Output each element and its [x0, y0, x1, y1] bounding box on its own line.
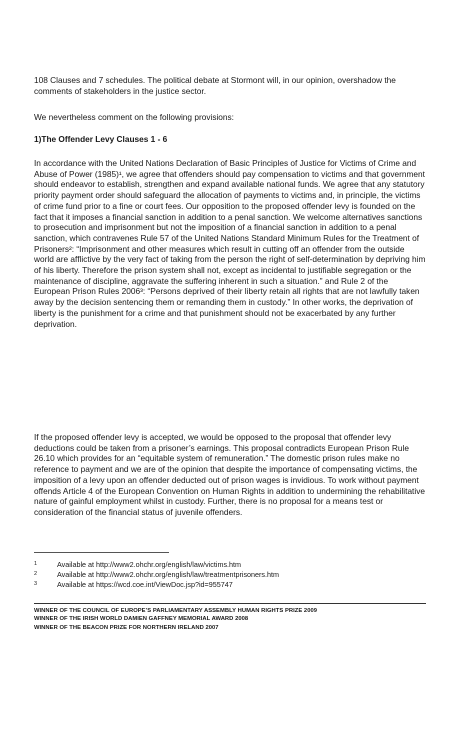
paragraph-prison-earnings: If the proposed offender levy is accepted, we would be opposed to the proposal that offender levy deductions could be taken from a prisoner’s earnings. This proposal contradicts European Prison Rule 26.10 which provides for an “equitable system of remuneration.” The domestic prison rules make no reference to payment and we are of the opinion that despite the importance of compensating victims, the imposition of a levy upon an offender deducted out of prison wages is invidious. To work without payment offends Article 4 of the European Convention on Human Rights in addition to undermining the rehabilitative nature of gainful employment whilst in custody. Further, there is no proposal for a means test or consideration of the financial status of juvenile offenders.: [34, 432, 425, 517]
footnote-item: [34, 570, 426, 580]
award-line: WINNER OF THE IRISH WORLD DAMIEN GAFFNEY MEMORIAL AWARD 2008: [34, 616, 249, 623]
paragraph-continuation: 108 Clauses and 7 schedules. The political debate at Stormont will, in our opinion, overshadow the comments of stakeholders in the justice sector.: [34, 75, 396, 96]
footnote-text: Available at http://www2.ohchr.org/english/law/treatmentprisoners.htm: [57, 570, 279, 580]
footnote-text: Available at https://wcd.coe.int/ViewDoc.jsp?id=955747: [57, 580, 233, 590]
awards-separator: [34, 603, 426, 604]
footnote-number: 1: [34, 561, 38, 567]
paragraph-offender-levy: In accordance with the United Nations Declaration of Basic Principles of Justice for Victims of Crime and Abuse of Power (1985)¹, we agree that offenders should pay compensation to victims and that government should endeavor to establish, strengthen and expand available national funds. We agree that any statutory priority payment order should safeguard the allocation of payments to victims and, in principle, the victims of crime fund prior to a fine or court fees. Our opposition to the proposed offender levy is founded on the fact that it imposes a financial sanction in addition to a penal sanction. We welcome alternatives sanctions to prosecution and imprisonment but not the imposition of a financial sanction in addition to a penal sanction, which contravenes Rule 57 of the United Nations Standard Minimum Rules for the Treatment of Prisoners²: “Imprisonment and other measures which result in cutting off an offender from the outside world are afflictive by the very fact of taking from the person the right of self-determination by depriving him of his liberty. Therefore the prison system shall not, except as incidental to justifiable segregation or the maintenance of discipline, aggravate the suffering inherent in such a situation.” and Rule 2 of the European Prison Rules 2006³: “Persons deprived of their liberty retain all rights that are not lawfully taken away by the decision sentencing them or remanding them in custody.” In other works, the deprivation of liberty is the punishment for a crime and that punishment should not be exacerbated by any further deprivation.: [34, 158, 426, 329]
paragraph-intro: We nevertheless comment on the following provisions:: [34, 112, 234, 122]
award-line: WINNER OF THE BEACON PRIZE FOR NORTHERN IRELAND 2007: [34, 624, 219, 631]
awards-block: [34, 607, 317, 632]
footnote-number: 2: [34, 571, 38, 578]
footnote-number: 3: [34, 581, 38, 588]
footnotes: [34, 560, 426, 591]
section-heading: 1)The Offender Levy Clauses 1 - 6: [34, 134, 168, 144]
footnote-item: [34, 560, 426, 570]
footnote-item: [34, 580, 426, 590]
footnote-separator: [34, 552, 169, 553]
award-line: WINNER OF THE COUNCIL OF EUROPE’S PARLIAMENTARY ASSEMBLY HUMAN RIGHTS PRIZE 2009: [34, 608, 318, 614]
footnote-text: Available at http://www2.ohchr.org/english/law/victims.htm: [57, 560, 242, 569]
